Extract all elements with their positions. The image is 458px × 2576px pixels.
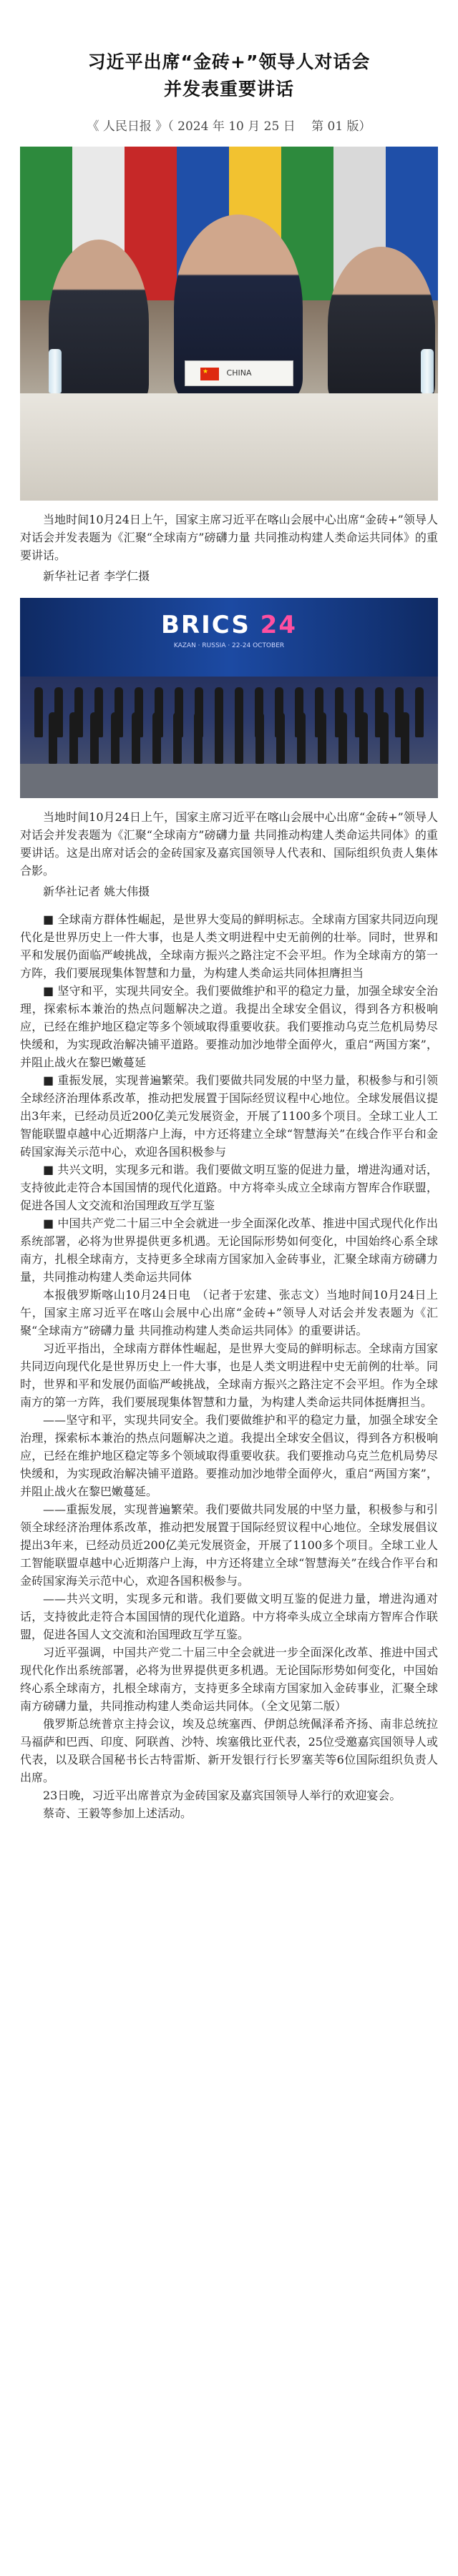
article-source: 《 人民日报 》（ 2024 年 10 月 25 日 第 01 版） [87, 119, 371, 134]
summary-point: ■ 坚守和平，实现共同安全。我们要做维护和平的稳定力量，加强全球安全治理，探索标本兼治的热点问题解决之道。我提出全球安全倡议，得到各方积极响应，已经在维护地区稳定等多个领域取得重要收获。我们要推动乌克兰危机局势尽快缓和，为实现政治解决铺平道路。要推动加沙地带全面停火，重启“两国方案”，并阻止战火在黎巴嫩蔓延 [20, 984, 438, 1069]
conference-desk [20, 393, 438, 501]
brics-logo: BRICS 24 [161, 611, 297, 639]
nameplate: CHINA [185, 360, 293, 386]
attendee-right [328, 247, 435, 404]
photo-speech [20, 147, 438, 501]
headline-line-1: 习近平出席“金砖+”领导人对话会 [87, 51, 371, 72]
body-paragraph: ——共兴文明，实现多元和谐。我们要做文明互鉴的促进力量，增进沟通对话，支持彼此走符合本国国情的现代化道路。中方将牵头成立全球南方智库合作联盟，促进各国人文交流和治国理政互学互鉴。 [20, 1592, 438, 1641]
china-flag-icon [200, 368, 219, 380]
body-paragraph: 俄罗斯总统普京主持会议，埃及总统塞西、伊朗总统佩泽希齐扬、南非总统拉马福萨和巴西、印度、阿联酋、沙特、埃塞俄比亚代表，25位受邀嘉宾国领导人或代表，以及联合国秘书长古特雷斯、新开发银行行长罗塞芙等6位国际组织负责人出席。 [20, 1717, 438, 1784]
body-paragraph: ——坚守和平，实现共同安全。我们要做维护和平的稳定力量，加强全球安全治理，探索标本兼治的热点问题解决之道。我提出全球安全倡议，得到各方积极响应，已经在维护地区稳定等多个领域取得重要收获。我们要推动乌克兰危机局势尽快缓和，为实现政治解决铺平道路。要推动加沙地带全面停火，重启“两国方案”，并阻止战火在黎巴嫩蔓延。 [20, 1413, 438, 1498]
body-paragraph: 习近平强调，中国共产党二十届三中全会就进一步全面深化改革、推进中国式现代化作出系统部署，必将为世界提供更多机遇。无论国际形势如何变化，中国始终心系全球南方，扎根全球南方，支持更多全球南方国家加入金砖事业，汇聚全球南方磅礴力量，共同推动构建人类命运共同体。（全文见第二版） [20, 1646, 438, 1713]
article-headline [20, 0, 438, 103]
summary-point: ■ 全球南方群体性崛起，是世界大变局的鲜明标志。全球南方国家共同迈向现代化是世界历史上一件大事，也是人类文明进程中史无前例的壮举。同时，世界和平和发展仍面临严峻挑战，全球南方振兴之路注定不会平坦。作为全球南方的第一方阵，我们要展现集体智慧和力量，为构建人类命运共同体担膺担当 [20, 913, 438, 980]
photo1-caption: 当地时间10月24日上午，国家主席习近平在喀山会展中心出席“金砖+”领导人对话会并发表题为《汇聚“全球南方”磅礴力量 共同推动构建人类命运共同体》的重要讲话。 [20, 513, 438, 562]
body-paragraph: 蔡奇、王毅等参加上述活动。 [43, 1806, 193, 1820]
summary-points [20, 910, 438, 1286]
photo-group [20, 598, 438, 798]
photo2-caption: 当地时间10月24日上午，国家主席习近平在喀山会展中心出席“金砖+”领导人对话会并发表题为《汇聚“全球南方”磅礴力量 共同推动构建人类命运共同体》的重要讲话。这是出席对话会的金砖国家及嘉宾国领导人代表和、国际组织负责人集体合影。 [20, 810, 438, 877]
summary-point: ■ 共兴文明，实现多元和谐。我们要做文明互鉴的促进力量，增进沟通对话，支持彼此走符合本国国情的现代化道路。中方将牵头成立全球南方智库合作联盟，促进各国人文交流和治国理政互学互鉴 [20, 1163, 438, 1212]
brics-logo-subtitle: KAZAN · RUSSIA · 22-24 OCTOBER [173, 642, 285, 649]
summary-point: ■ 重振发展，实现普遍繁荣。我们要做共同发展的中坚力量，积极参与和引领全球经济治理体系改革，推动把发展置于国际经贸议程中心地位。全球发展倡议提出3年来，已经动员近200亿美元发展资金，开展了1100多个项目。全球工业人工智能联盟卓越中心近期落户上海，中方还将建立全球“智慧海关”在线合作平台和金砖国家海关示范中心，欢迎各国积极参与 [20, 1073, 438, 1159]
leaders-front-row [49, 712, 409, 764]
body-paragraph: 习近平指出，全球南方群体性崛起，是世界大变局的鲜明标志。全球南方国家共同迈向现代化是世界历史上一件大事，也是人类文明进程中史无前例的壮举。同时，世界和平和发展仍面临严峻挑战，全球南方振兴之路注定不会平坦。作为全球南方的第一方阵，我们要展现集体智慧和力量，为构建人类命运共同体挺膺担当。 [20, 1342, 438, 1409]
article-body [20, 1286, 438, 1822]
photo1-credit: 新华社记者 李学仁摄 [43, 569, 150, 583]
body-paragraph: 本报俄罗斯喀山10月24日电 （记者于宏建、张志文）当地时间10月24日上午，国家主席习近平在喀山会展中心出席“金砖+”领导人对话会并发表题为《汇聚“全球南方”磅礴力量 共同推动构建人类命运共同体》的重要讲话。 [20, 1288, 438, 1337]
summary-point: ■ 中国共产党二十届三中全会就进一步全面深化改革、推进中国式现代化作出系统部署，必将为世界提供更多机遇。无论国际形势如何变化，中国始终心系全球南方，扎根全球南方，支持更多全球南方国家加入金砖事业，汇聚全球南方磅礴力量，共同推动构建人类命运共同体 [20, 1216, 438, 1284]
body-paragraph: 23日晚，习近平出席普京为金砖国家及嘉宾国领导人举行的欢迎宴会。 [43, 1789, 401, 1802]
photo2-credit: 新华社记者 姚大伟摄 [43, 885, 150, 898]
water-bottle [421, 349, 434, 393]
water-bottle [49, 349, 62, 393]
headline-line-2: 并发表重要讲话 [163, 79, 294, 99]
stage-floor [20, 764, 438, 798]
attendee-left [49, 240, 149, 404]
body-paragraph: ——重振发展，实现普遍繁荣。我们要做共同发展的中坚力量，积极参与和引领全球经济治理体系改革，推动把发展置于国际经贸议程中心地位。全球发展倡议提出3年来，已经动员近200亿美元发展资金，开展了1100多个项目。全球工业人工智能联盟卓越中心近期落户上海，中方还将建立全球“智慧海关”在线合作平台和金砖国家海关示范中心，欢迎各国积极参与。 [20, 1503, 438, 1588]
